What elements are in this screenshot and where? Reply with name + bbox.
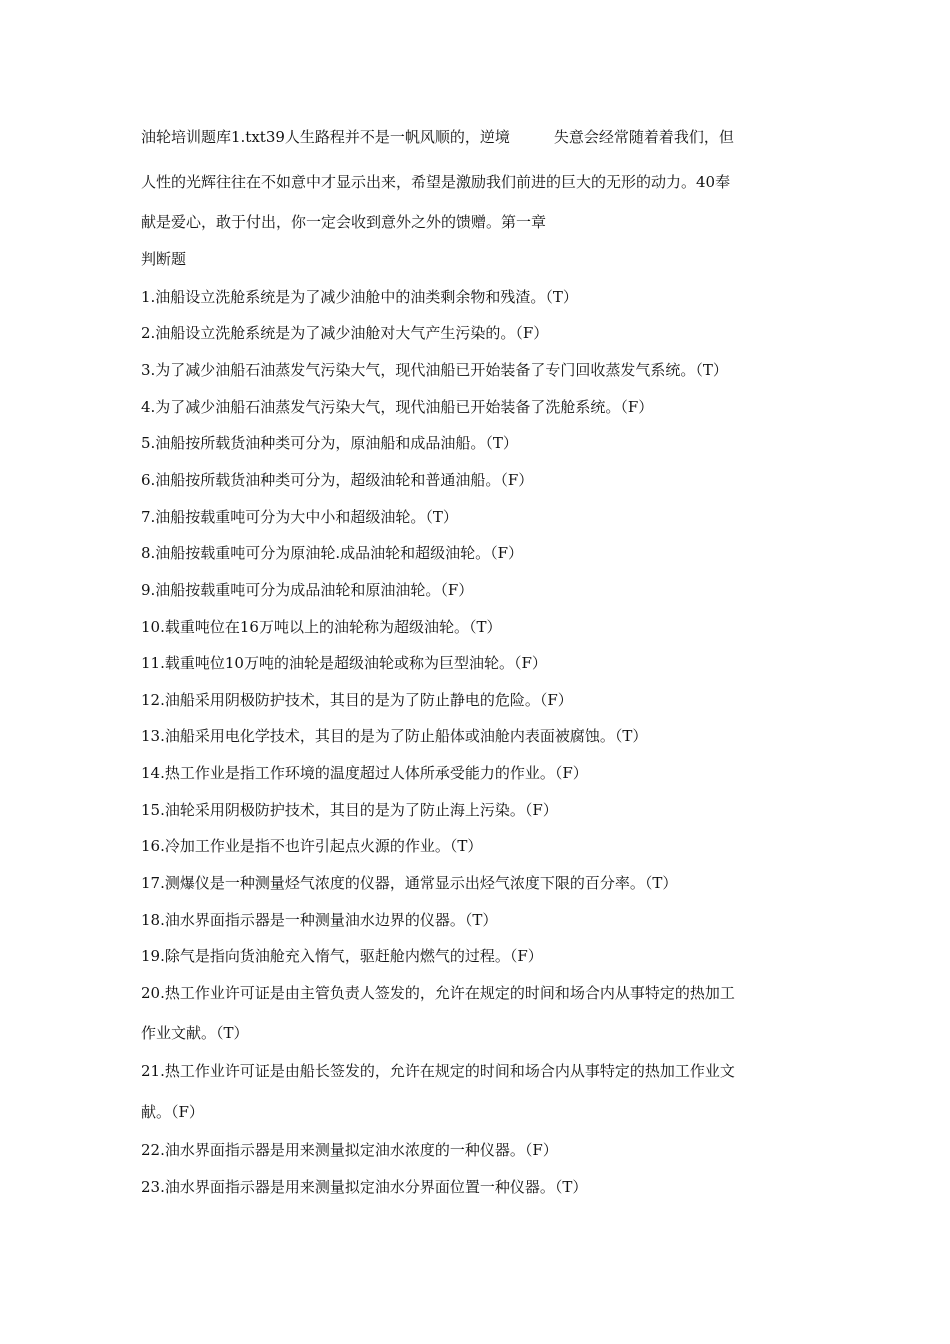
intro-line-1-a: 油轮培训题库1.txt39人生路程并不是一帆风顺的，逆境 (141, 128, 510, 146)
question-16: 16.冷加工作业是指不也许引起点火源的作业。（T） (141, 837, 483, 855)
question-21-line-1: 21.热工作业许可证是由船长签发的，允许在规定的时间和场合内从事特定的热加工作业文 (141, 1062, 735, 1080)
intro-line-2: 人性的光辉往往在不如意中才显示出来，希望是激励我们前进的巨大的无形的动力。40奉 (141, 173, 731, 191)
question-9: 9.油船按载重吨可分为成品油轮和原油油轮。（F） (141, 581, 474, 599)
question-10: 10.载重吨位在16万吨以上的油轮称为超级油轮。（T） (141, 618, 502, 636)
question-18: 18.油水界面指示器是一种测量油水边界的仪器。（T） (141, 911, 498, 929)
intro-line-3: 献是爱心，敢于付出，你一定会收到意外之外的馈赠。第一章 (141, 213, 547, 231)
question-2: 2.油船设立洗舱系统是为了减少油舱对大气产生污染的。（F） (141, 324, 549, 342)
question-1: 1.油船设立洗舱系统是为了减少油舱中的油类剩余物和残渣。（T） (141, 288, 578, 306)
question-12: 12.油船采用阴极防护技术，其目的是为了防止静电的危险。（F） (141, 691, 573, 709)
question-17: 17.测爆仪是一种测量烃气浓度的仪器，通常显示出烃气浓度下限的百分率。（T） (141, 874, 678, 892)
question-8: 8.油船按载重吨可分为原油轮.成品油轮和超级油轮。（F） (141, 544, 523, 562)
question-23: 23.油水界面指示器是用来测量拟定油水分界面位置一种仪器。（T） (141, 1178, 588, 1196)
intro-line-1 (141, 126, 821, 147)
section-title: 判断题 (141, 250, 187, 268)
question-3: 3.为了减少油船石油蒸发气污染大气，现代油船已开始装备了专门回收蒸发气系统。（T） (141, 361, 728, 379)
intro-line-1-b: 失意会经常随着着我们，但 (553, 128, 734, 146)
question-5: 5.油船按所载货油种类可分为，原油船和成品油船。（T） (141, 434, 518, 452)
question-6: 6.油船按所载货油种类可分为，超级油轮和普通油船。（F） (141, 471, 534, 489)
question-14: 14.热工作业是指工作环境的温度超过人体所承受能力的作业。（F） (141, 764, 588, 782)
question-21-line-2: 献。（F） (141, 1103, 204, 1121)
question-15: 15.油轮采用阴极防护技术，其目的是为了防止海上污染。（F） (141, 801, 558, 819)
question-13: 13.油船采用电化学技术，其目的是为了防止船体或油舱内表面被腐蚀。（T） (141, 727, 648, 745)
question-7: 7.油船按载重吨可分为大中小和超级油轮。（T） (141, 508, 458, 526)
question-20-line-2: 作业文献。（T） (141, 1024, 249, 1042)
question-11: 11.载重吨位10万吨的油轮是超级油轮或称为巨型油轮。（F） (141, 654, 547, 672)
question-22: 22.油水界面指示器是用来测量拟定油水浓度的一种仪器。（F） (141, 1141, 558, 1159)
question-20-line-1: 20.热工作业许可证是由主管负责人签发的，允许在规定的时间和场合内从事特定的热加工 (141, 984, 735, 1002)
question-19: 19.除气是指向货油舱充入惰气，驱赶舱内燃气的过程。（F） (141, 947, 543, 965)
question-4: 4.为了减少油船石油蒸发气污染大气，现代油船已开始装备了洗舱系统。（F） (141, 398, 654, 416)
